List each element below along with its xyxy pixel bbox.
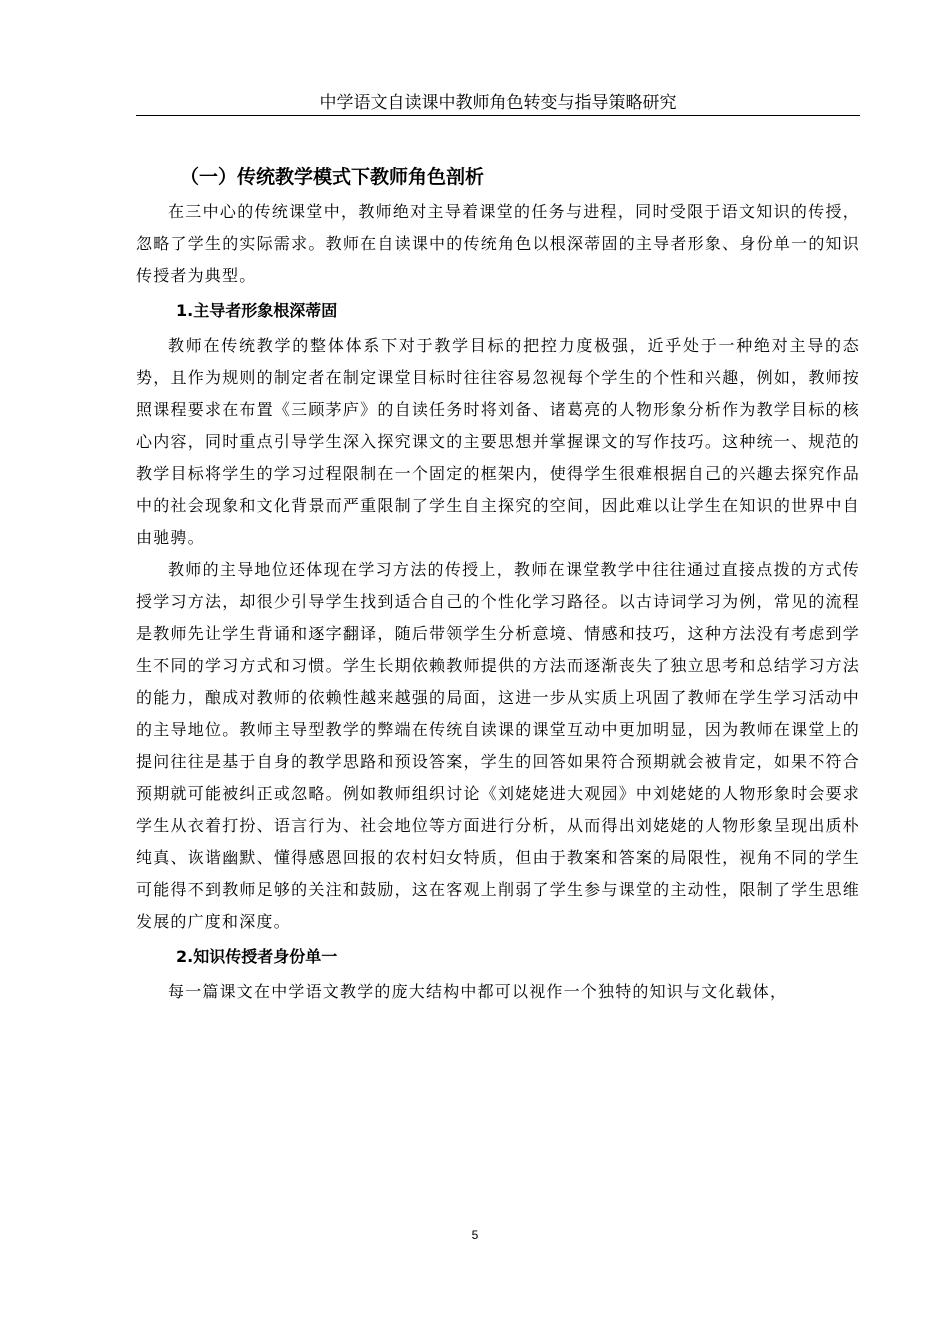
section-heading: （一）传统教学模式下教师角色剖析 (180, 166, 485, 188)
subsection-2-paragraph-1: 每一篇课文在中学语文教学的庞大结构中都可以视作一个独特的知识与文化载体， (168, 982, 788, 1001)
running-header: 中学语文自读课中教师角色转变与指导策略研究 (319, 93, 677, 113)
section-intro-paragraph: 在三中心的传统课堂中，教师绝对主导着课堂的任务与进程，同时受限于语文知识的传授，忽略了学生的实际需求。教师在自读课中的传统角色以根深蒂固的主导者形象、身份单一的知识传授者为典型。 (136, 202, 860, 285)
subsection-heading-2: 2.知识传授者身份单一 (176, 947, 338, 966)
subsection-heading-1: 1.主导者形象根深蒂固 (176, 301, 338, 320)
header-rule (136, 115, 860, 116)
page-number: 5 (471, 1228, 479, 1242)
subsection-1-paragraph-1: 教师在传统教学的整体体系下对于教学目标的把控力度极强，近乎处于一种绝对主导的态势，且作为规则的制定者在制定课堂目标时往往容易忽视每个学生的个性和兴趣，例如，教师按照课程要求在布置《三顾茅庐》的自读任务时将刘备、诸葛亮的人物形象分析作为教学目标的核心内容，同时重点引导学生深入探究课文的主要思想并掌握课文的写作技巧。这种统一、规范的教学目标将学生的学习过程限制在一个固定的框架内，使得学生很难根据自己的兴趣去探究作品中的社会现象和文化背景而严重限制了学生自主探究的空间，因此难以让学生在知识的世界中自由驰骋。 (136, 336, 860, 547)
document-body (136, 162, 860, 1008)
subsection-1-paragraph-2: 教师的主导地位还体现在学习方法的传授上，教师在课堂教学中往往通过直接点拨的方式传授学习方法，却很少引导学生找到适合自己的个性化学习路径。以古诗词学习为例，常见的流程是教师先让学生背诵和逐字翻译，随后带领学生分析意境、情感和技巧，这种方法没有考虑到学生不同的学习方式和习惯。学生长期依赖教师提供的方法而逐渐丧失了独立思考和总结学习方法的能力，酿成对教师的依赖性越来越强的局面，这进一步从实质上巩固了教师在学生学习活动中的主导地位。教师主导型教学的弊端在传统自读课的课堂互动中更加明显，因为教师在课堂上的提问往往是基于自身的教学思路和预设答案，学生的回答如果符合预期就会被肯定，如果不符合预期就可能被纠正或忽略。例如教师组织讨论《刘姥姥进大观园》中刘姥姥的人物形象时会要求学生从衣着打扮、语言行为、社会地位等方面进行分析，从而得出刘姥姥的人物形象呈现出质朴纯真、诙谐幽默、懂得感恩回报的农村妇女特质，但由于教案和答案的局限性，视角不同的学生可能得不到教师足够的关注和鼓励，这在客观上削弱了学生参与课堂的主动性，限制了学生思维发展的广度和深度。 (136, 560, 860, 931)
